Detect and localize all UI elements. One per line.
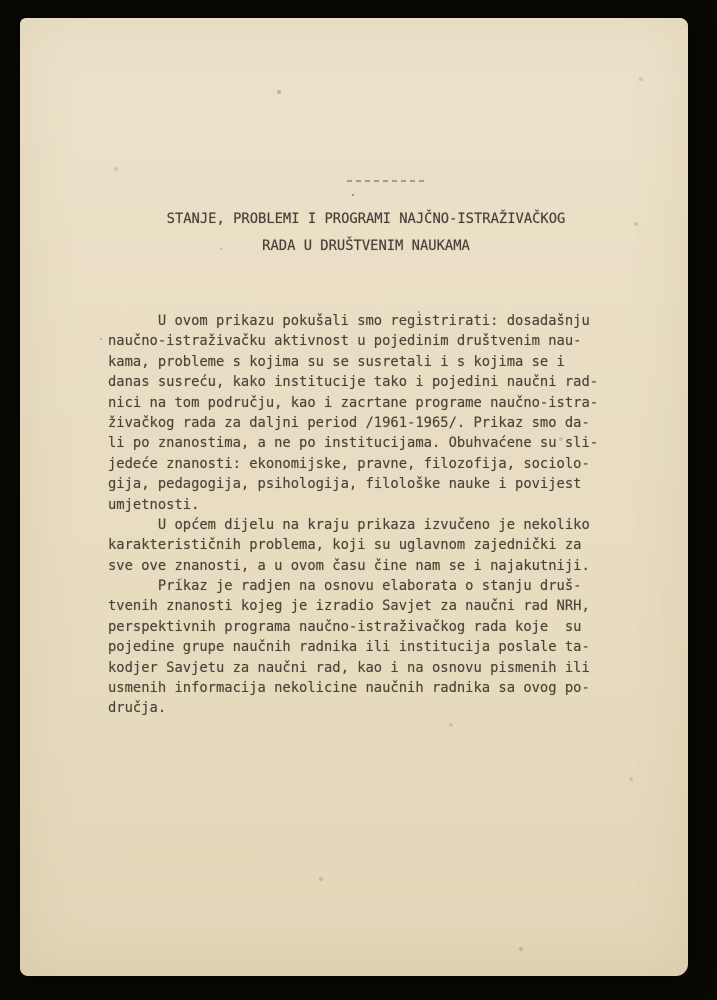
document-title (20, 206, 688, 260)
title-line: STANJE, PROBLEMI I PROGRAMI NAJČNO-ISTRAŽIVAČKOG (166, 211, 566, 227)
paper-texture-specks (20, 18, 22, 20)
text-line: pojedine grupe naučnih radnika ili institucija poslale ta- (108, 639, 590, 656)
title-line: RADA U DRUŠTVENIM NAUKAMA (262, 238, 470, 254)
text-line: tvenih znanosti kojeg je izradio Savjet za naučni rad NRH, (108, 598, 590, 615)
text-line: naučno-istraživačku aktivnost u pojedinim društvenim nau- (108, 333, 582, 350)
text-line: nici na tom području, kao i zacrtane programe naučno-istra- (108, 394, 599, 411)
text-line: U ovom prikazu pokušali smo registrirati: dosadašnju (108, 313, 590, 329)
document-page (20, 18, 688, 976)
text-line: danas susreću, kako institucije tako i pojedini naučni rad- (108, 374, 599, 391)
text-line: umjetnosti. (108, 496, 200, 513)
text-line: li po znanostima, a ne po institucijama. Obuhvaćene su sli- (108, 435, 599, 452)
text-line: jedeće znanosti: ekonomijske, pravne, filozofija, sociolo- (108, 455, 590, 472)
text-line: gija, pedagogija, psihologija, filološke nauke i povijest (108, 476, 582, 493)
text-line: kama, probleme s kojima su se susretali i s kojima se i (108, 353, 565, 370)
separator-dashes (347, 180, 427, 182)
text-line: usmenih informacija nekolicine naučnih radnika sa ovog po- (108, 680, 590, 697)
text-line: Prikaz je radjen na osnovu elaborata o stanju druš- (108, 578, 582, 595)
text-line: U općem dijelu na kraju prikaza izvučeno je nekoliko (108, 516, 590, 533)
text-line: perspektivnih programa naučno-istraživačkog rada koje su (108, 618, 582, 635)
text-line: dručja. (108, 700, 167, 717)
text-line: karakterističnih problema, koji su uglavnom zajednički za (108, 537, 582, 554)
text-line: sve ove znanosti, a u ovom času čine nam se i najakutniji. (108, 557, 590, 574)
text-line: živačkog rada za daljni period /1961-1965/. Prikaz smo da- (108, 414, 590, 431)
document-body (108, 311, 598, 719)
text-line: kodjer Savjetu za naučni rad, kao i na osnovu pismenih ili (108, 659, 590, 676)
